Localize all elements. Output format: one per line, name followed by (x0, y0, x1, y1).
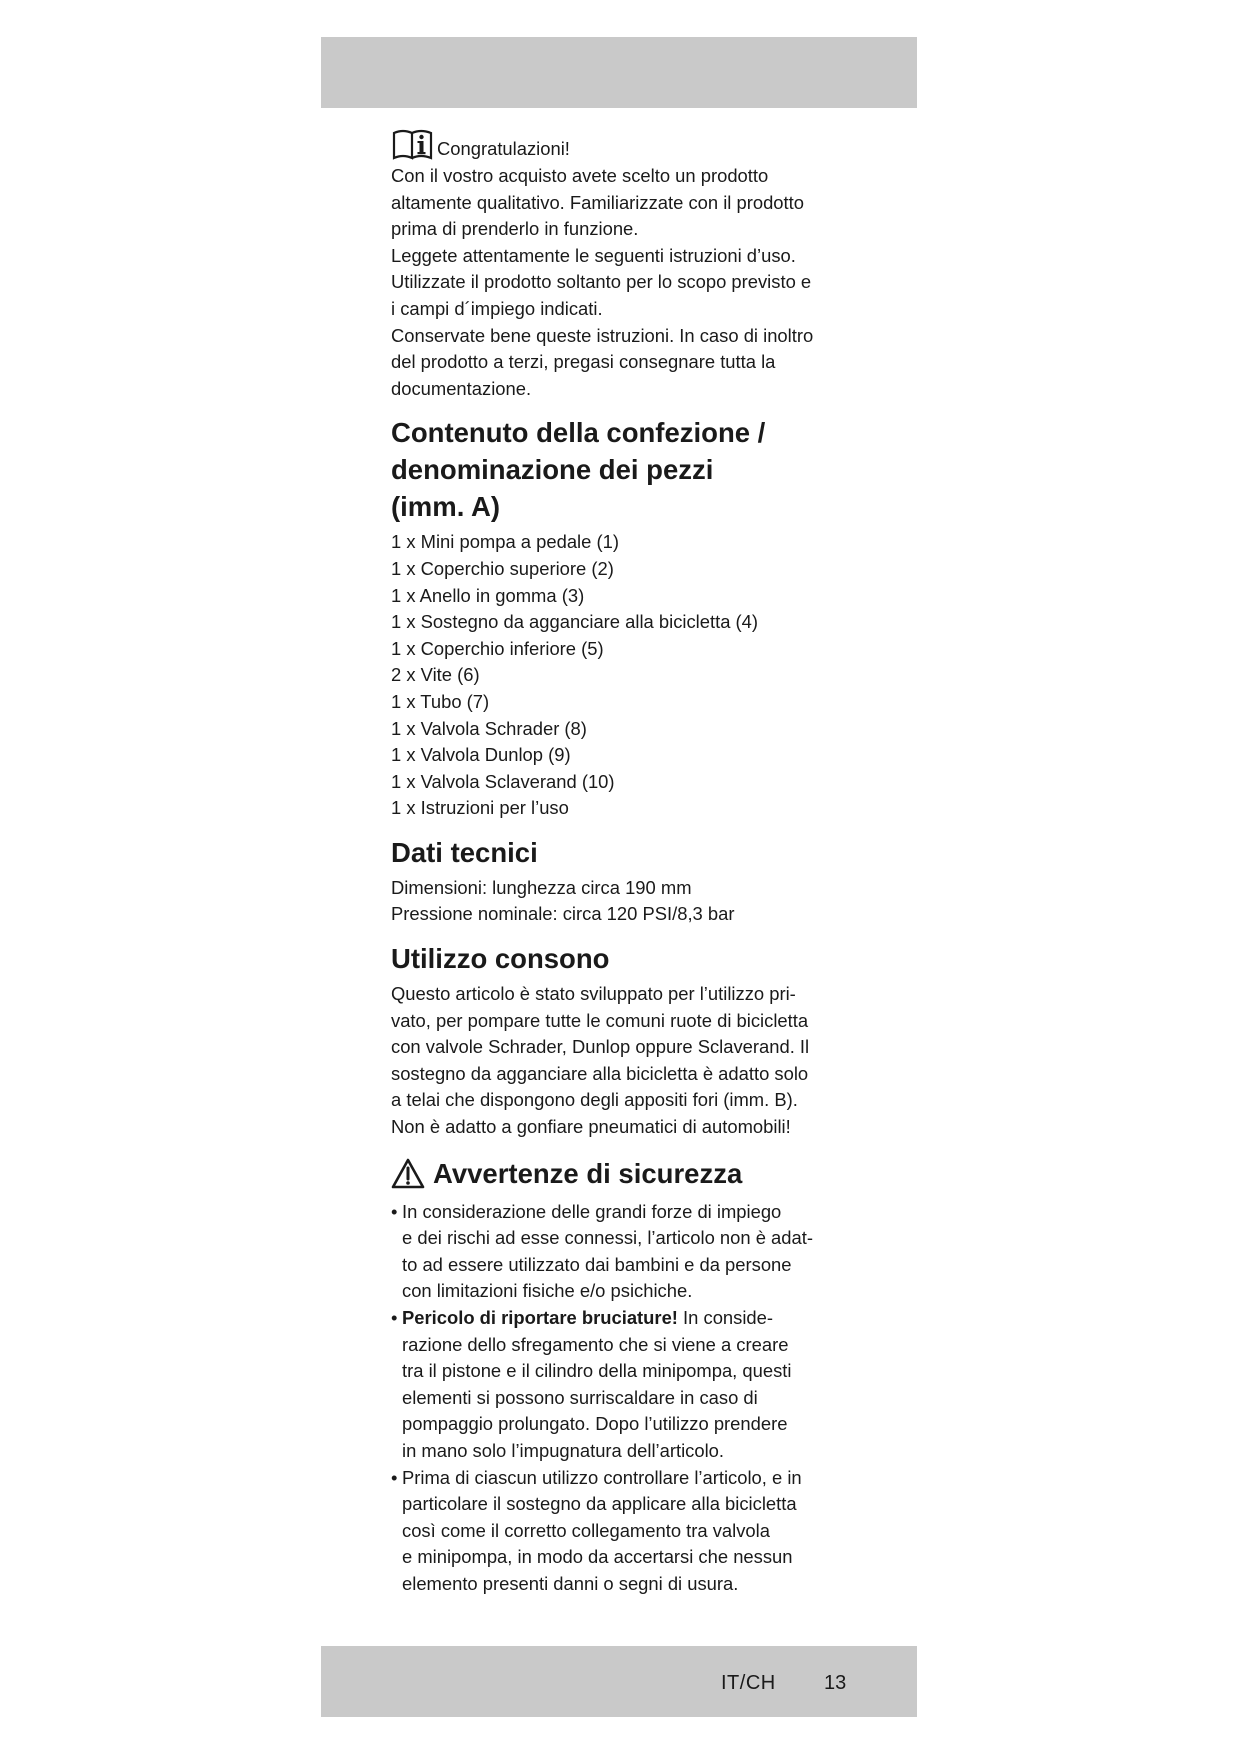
contents-heading-line: (imm. A) (391, 491, 500, 523)
bullet-line: tra il pistone e il cilindro della minipompa, questi (402, 1360, 792, 1382)
contents-heading (391, 414, 861, 525)
bullet-line (402, 1465, 861, 1492)
safety-heading-text: Avvertenze di sicurezza (433, 1158, 743, 1190)
intended-use-line: Non è adatto a gonfiare pneumatici di automobili! (391, 1116, 791, 1138)
bullet-line: in mano solo l’impugnatura dell’articolo. (402, 1439, 725, 1461)
contents-heading-line: denominazione dei pezzi (391, 454, 714, 486)
list-item: 1 x Valvola Schrader (8) (391, 717, 587, 739)
header-band (321, 37, 917, 108)
intended-use-line: vato, per pompare tutte le comuni ruote di bicicletta (391, 1009, 809, 1031)
intro-text (391, 163, 861, 402)
intended-use-line: sostegno da agganciare alla bicicletta è adatto solo (391, 1062, 809, 1084)
page-number: 13 (824, 1672, 847, 1694)
intro-line: Leggete attentamente le seguenti istruzioni d’uso. (391, 244, 796, 266)
book-info-icon (391, 127, 435, 163)
list-item: 1 x Istruzioni per l’uso (391, 797, 569, 819)
technical-line: Pressione nominale: circa 120 PSI/8,3 bar (391, 903, 735, 925)
manual-page (321, 37, 917, 1717)
bullet-line: elemento presenti danni o segni di usura. (402, 1572, 739, 1594)
bullet-dot: • (391, 1200, 398, 1222)
intro-line: altamente qualitativo. Familiarizzate con il prodotto (391, 191, 804, 213)
intended-use-text (391, 981, 861, 1141)
list-item: 1 x Sostegno da agganciare alla bicicletta (4) (391, 611, 759, 633)
contents-heading-line: Contenuto della confezione / (391, 417, 766, 449)
bullet-line: razione dello sfregamento che si viene a creare (402, 1333, 789, 1355)
bullet-line: e minipompa, in modo da accertarsi che nessun (402, 1546, 793, 1568)
list-item: 1 x Tubo (7) (391, 690, 490, 712)
safety-bullet (391, 1199, 861, 1305)
technical-text (391, 875, 861, 928)
list-item: 1 x Valvola Sclaverand (10) (391, 770, 615, 792)
list-item: 1 x Anello in gomma (3) (391, 584, 585, 606)
bullet-text: Prima di ciascun utilizzo controllare l’articolo, e in (402, 1466, 802, 1488)
footer-region-code: IT/CH (721, 1672, 776, 1694)
intro-line: prima di prenderlo in funzione. (391, 218, 639, 240)
list-item: 1 x Coperchio superiore (2) (391, 557, 614, 579)
technical-line: Dimensioni: lunghezza circa 190 mm (391, 876, 692, 898)
bullet-line: elementi si possono surriscaldare in caso di (402, 1386, 758, 1408)
intro-line: Utilizzate il prodotto soltanto per lo scopo previsto e (391, 271, 812, 293)
list-item: 1 x Mini pompa a pedale (1) (391, 531, 619, 553)
technical-heading: Dati tecnici (391, 836, 538, 868)
safety-bullet (391, 1305, 861, 1465)
intro-line: Con il vostro acquisto avete scelto un prodotto (391, 165, 769, 186)
intro-line: del prodotto a terzi, pregasi consegnare tutta la (391, 351, 776, 373)
safety-list (391, 1199, 861, 1598)
bullet-dot: • (391, 1466, 398, 1488)
intro-line: documentazione. (391, 377, 532, 399)
page-content (391, 127, 861, 1598)
safety-bullet (391, 1465, 861, 1598)
bullet-line (402, 1305, 861, 1332)
list-item: 1 x Valvola Dunlop (9) (391, 744, 571, 766)
intro-line: Conservate bene queste istruzioni. In caso di inoltro (391, 324, 814, 346)
intro-title: Congratulazioni! (437, 138, 570, 160)
contents-list (391, 529, 861, 822)
list-item: 1 x Coperchio inferiore (5) (391, 637, 604, 659)
bullet-text: In conside- (677, 1307, 774, 1328)
intended-use-line: Questo articolo è stato sviluppato per l’utilizzo pri- (391, 983, 796, 1005)
intro-line: i campi d´impiego indicati. (391, 297, 603, 319)
bullet-line: con limitazioni fisiche e/o psichiche. (402, 1280, 693, 1302)
warning-triangle-icon (391, 1158, 425, 1190)
safety-heading (391, 1153, 861, 1195)
bullet-text: In considerazione delle grandi forze di impiego (402, 1200, 782, 1222)
intended-use-line: con valvole Schrader, Dunlop oppure Sclaverand. Il (391, 1036, 810, 1058)
bullet-line: e dei rischi ad esse connessi, l’articolo non è adat- (402, 1227, 813, 1249)
intended-use-line: a telai che dispongono degli appositi fori (imm. B). (391, 1089, 798, 1111)
bullet-line (402, 1199, 861, 1226)
intro-heading (391, 127, 861, 163)
bullet-line: così come il corretto collegamento tra valvola (402, 1519, 770, 1541)
bullet-line: particolare il sostegno da applicare alla bicicletta (402, 1493, 797, 1515)
footer-band (321, 1646, 917, 1717)
list-item: 2 x Vite (6) (391, 664, 480, 686)
bullet-bold-text: Pericolo di riportare bruciature! (402, 1307, 678, 1328)
bullet-line: to ad essere utilizzato dai bambini e da persone (402, 1253, 792, 1275)
bullet-line: pompaggio prolungato. Dopo l’utilizzo prendere (402, 1413, 788, 1435)
intended-use-heading: Utilizzo consono (391, 943, 610, 975)
bullet-dot: • (391, 1307, 398, 1328)
